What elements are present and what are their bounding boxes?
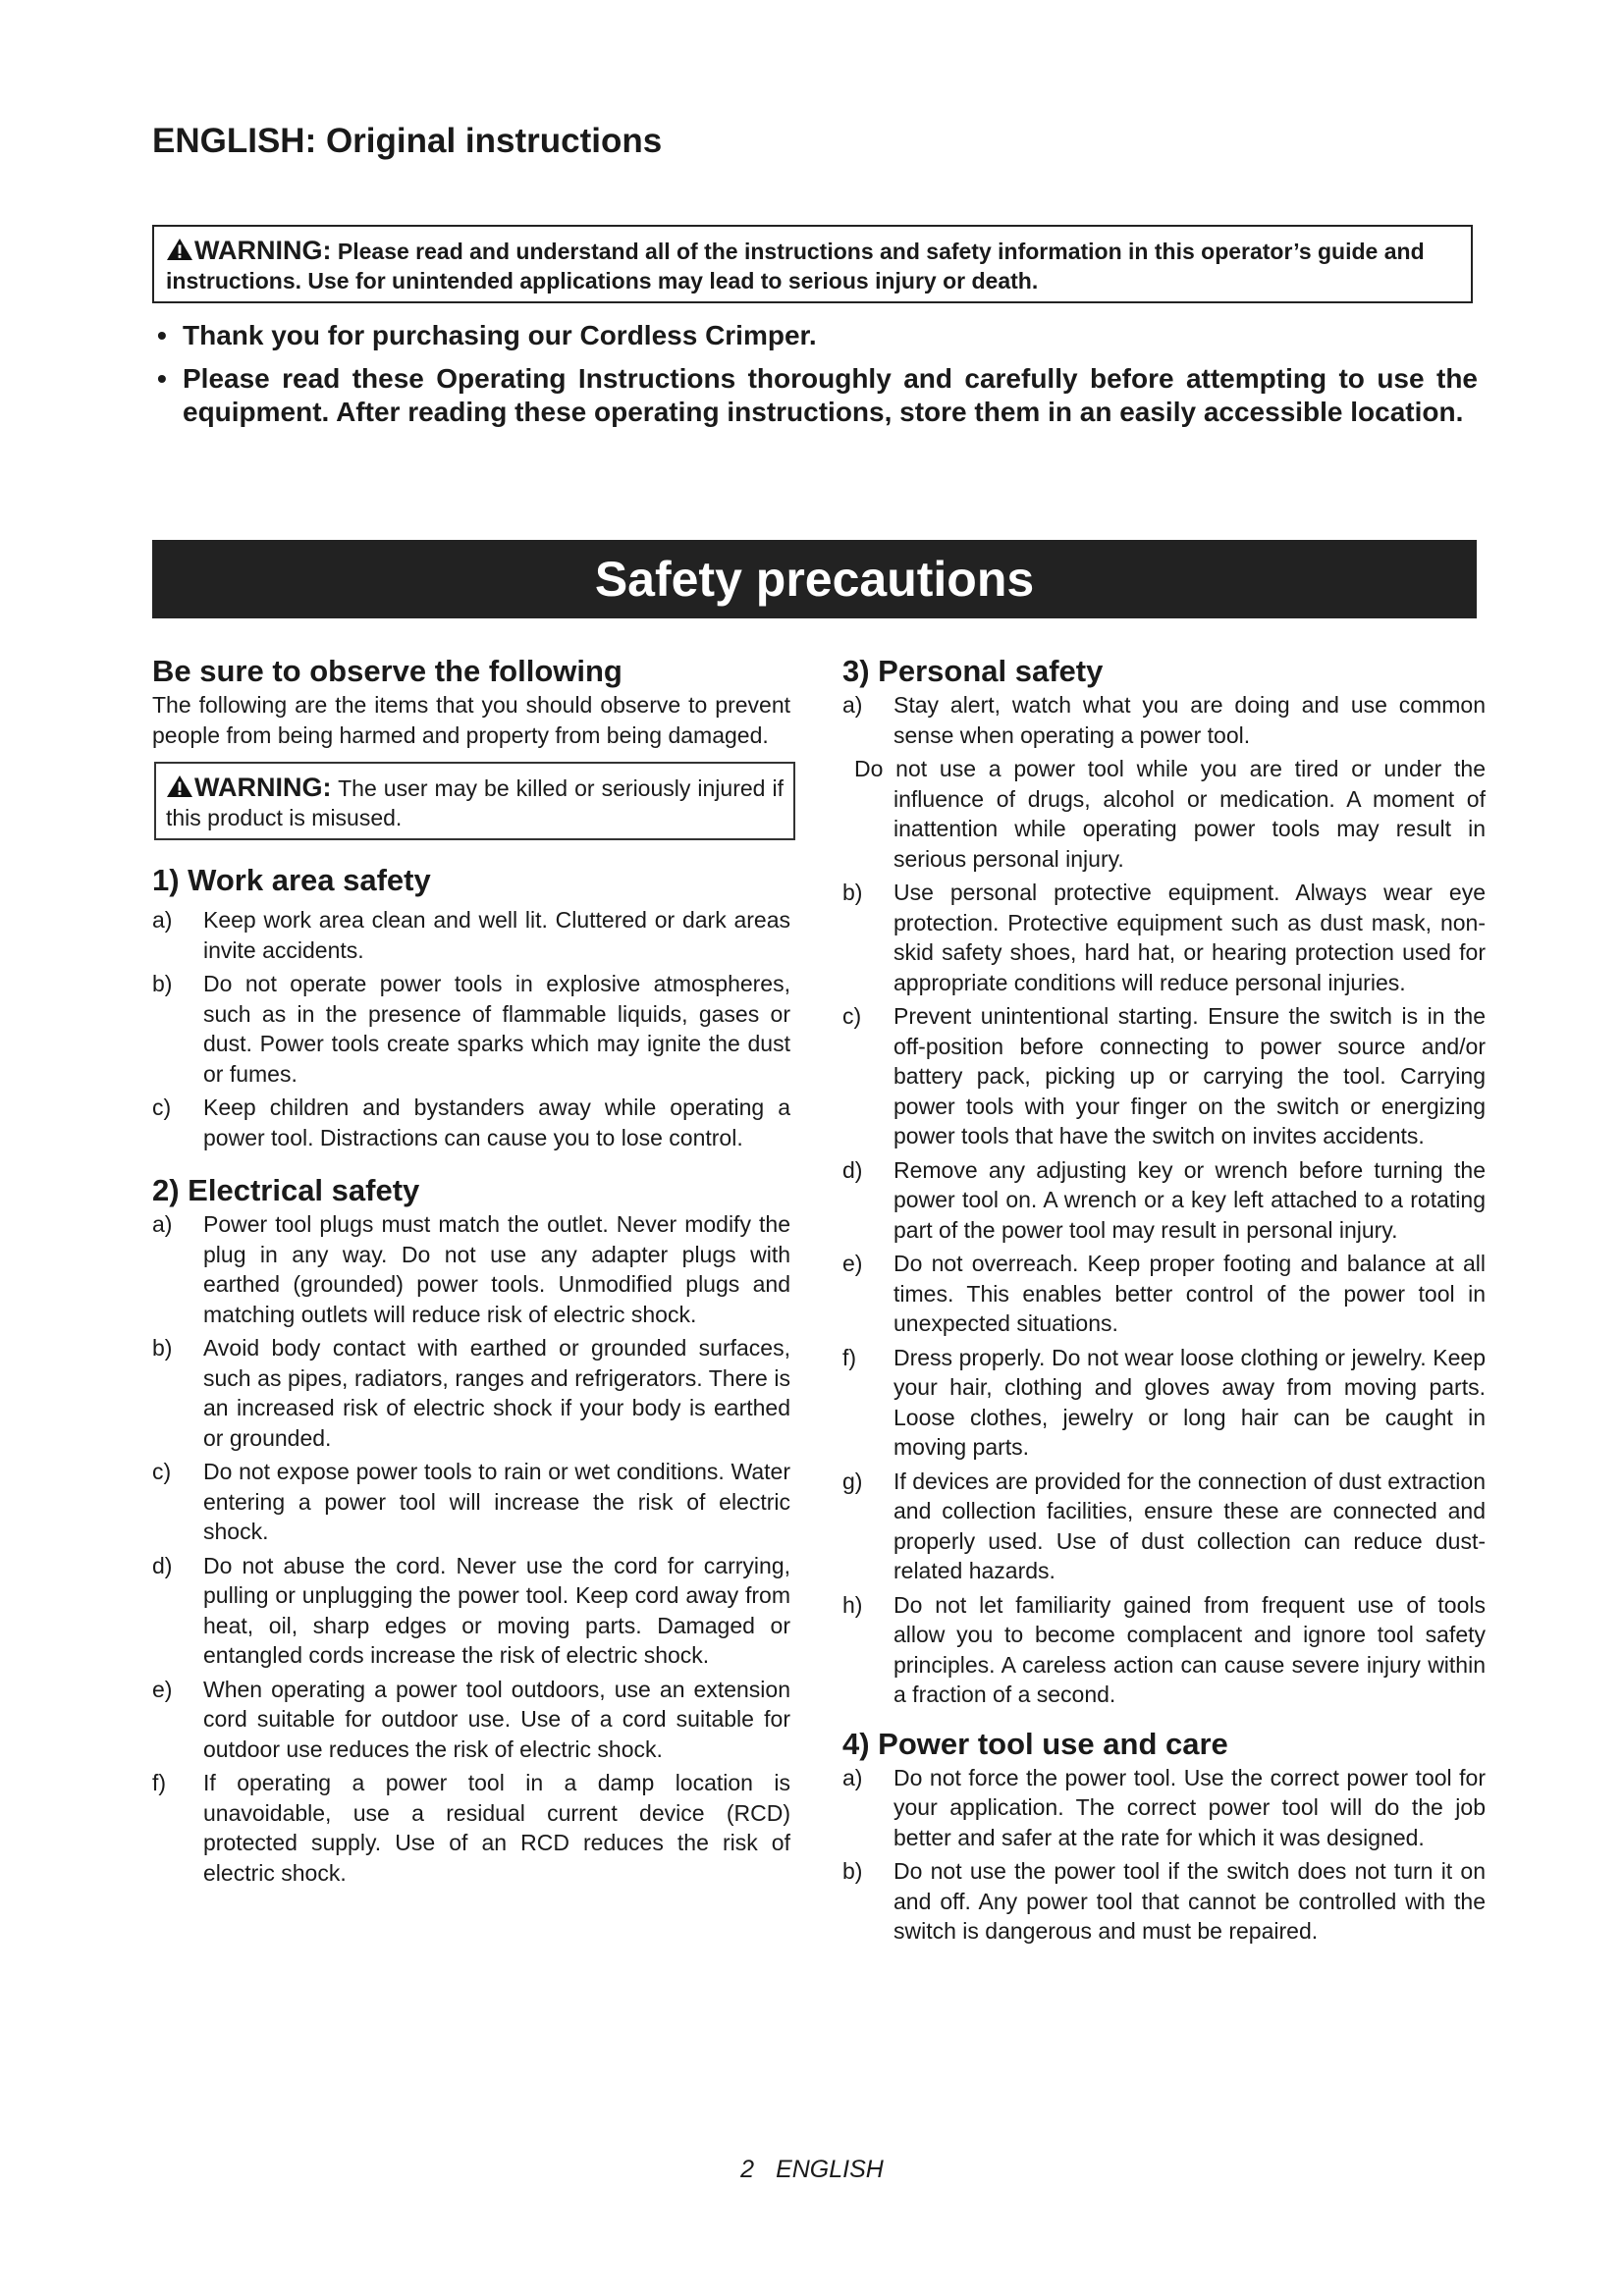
top-warning-text: Please read and understand all of the instructions and safety information in this operator’s guide and instructions. Use for unintended applications may lead to serious injury or death. [166,239,1425,294]
item-marker: a) [842,692,863,718]
warning-triangle-icon [166,238,193,261]
observe-intro: The following are the items that you should observe to prevent people from being harmed and property from being damaged. [152,692,790,748]
electrical-title: 2) Electrical safety [152,1173,420,1207]
item-marker: a) [152,1211,173,1237]
list-item [152,1457,790,1547]
item-marker: f) [842,1344,857,1370]
page-number: 2 [740,2156,755,2183]
item-marker: c) [842,1003,862,1029]
item-marker: e) [152,1676,173,1702]
item-marker: d) [842,1156,863,1183]
item-marker: a) [152,907,173,933]
item-text: Do not let familiarity gained from frequent use of tools allow you to become complacent and ignore tool safety principles. A careless action can cause severe injury within a fraction of a second. [893,1591,1486,1707]
list-item [842,878,1486,997]
misuse-warning-text: The user may be killed or seriously injured if this product is misused. [166,775,784,830]
item-text: Keep work area clean and well lit. Cluttered or dark areas invite accidents. [203,907,790,963]
item-text: Do not force the power tool. Use the correct power tool for your application. The correct power tool will do the job better and safer at the rate for which it was designed. [893,1764,1486,1850]
bullet-dot: • [157,320,167,350]
item-text: Do not abuse the cord. Never use the cord for carrying, pulling or unplugging the power tool. Keep cord away from heat, oil, sharp edges or moving parts. Damaged or entangled cords increase the risk of electric shock. [203,1552,790,1668]
list-item [842,690,1486,750]
item-marker: b) [152,1335,173,1361]
item-text: Use personal protective equipment. Always wear eye protection. Protective equipment such as dust mask, non-skid safety shoes, hard hat, or hearing protection used for appropriate conditions will reduce personal injuries. [893,880,1486,995]
page-footer [0,2156,1624,2184]
item-marker: c) [152,1459,172,1484]
list-item [152,1093,790,1152]
item-text: Remove any adjusting key or wrench before turning the power tool on. A wrench or a key left attached to a rotating part of the power tool may result in personal injury. [893,1156,1486,1243]
item-marker: b) [152,971,173,996]
list-item [152,1675,790,1765]
section-banner: Safety precautions [152,540,1477,618]
top-warning-label: WARNING: [194,236,332,265]
item-text: Do not operate power tools in explosive atmospheres, such as in the presence of flammable liquids, gases or dust. Power tools create sparks which may ignite the dust or fumes. [203,971,790,1087]
list-item [842,1856,1486,1947]
intro-bullets [157,319,1478,429]
footer-language: ENGLISH [776,2156,884,2183]
misuse-warning-box [154,762,795,840]
bullet-item [157,319,1478,352]
item-marker: e) [842,1251,863,1276]
item-marker: f) [152,1770,167,1795]
list-item [842,1343,1486,1463]
bullet-dot: • [157,363,167,394]
item-marker: d) [152,1552,173,1578]
list-item [152,905,790,965]
item-marker: b) [842,880,863,905]
list-item [152,1551,790,1671]
list-item [842,1001,1486,1151]
item-text: When operating a power tool outdoors, use an extension cord suitable for outdoor use. Use of a cord suitable for outdoor use reduces the risk of electric shock. [203,1676,790,1762]
item-text: Keep children and bystanders away while operating a power tool. Distractions can cause you to lose control. [203,1095,790,1150]
warning-triangle-icon [166,774,193,798]
tool-use-title: 4) Power tool use and care [842,1726,1228,1761]
left-column [152,653,790,1892]
page-title: ENGLISH: Original instructions [152,122,663,160]
list-item [152,1333,790,1453]
item-marker: g) [842,1468,863,1494]
personal-note [842,754,1486,874]
bullet-text: Thank you for purchasing our Cordless Crimper. [183,320,817,350]
list-item [842,1249,1486,1339]
list-item [842,1467,1486,1586]
list-item [842,1155,1486,1246]
item-marker: c) [152,1095,172,1120]
bullet-text: Please read these Operating Instructions thoroughly and carefully before attempting to use the equipment. After reading these operating instructions, store them in an easily accessible location. [183,363,1478,427]
item-marker: b) [842,1858,863,1884]
bullet-item [157,362,1478,429]
top-warning-box [152,225,1473,303]
item-marker: h) [842,1591,863,1618]
work-area-title: 1) Work area safety [152,863,431,897]
item-text: Dress properly. Do not wear loose clothing or jewelry. Keep your hair, clothing and gloves away from moving parts. Loose clothes, jewelry or long hair can be caught in moving parts. [893,1344,1486,1460]
item-marker: a) [842,1764,863,1790]
item-text: Power tool plugs must match the outlet. Never modify the plug in any way. Do not use any adapter plugs with earthed (grounded) power tools. Unmodified plugs and matching outlets will reduce risk of electric shock. [203,1211,790,1327]
observe-title: Be sure to observe the following [152,654,623,688]
note-text: Do not use a power tool while you are tired or under the influence of drugs, alcohol or medication. A moment of inattention while operating power tools may result in serious personal injury. [854,756,1486,872]
item-text: Do not use the power tool if the switch does not turn it on and off. Any power tool that cannot be controlled with the switch is dangerous and must be repaired. [893,1858,1486,1944]
list-item [152,1209,790,1329]
list-item [152,1768,790,1888]
list-item [842,1590,1486,1710]
item-text: Do not overreach. Keep proper footing and balance at all times. This enables better control of the power tool in unexpected situations. [893,1251,1486,1336]
personal-title: 3) Personal safety [842,654,1104,688]
list-item [842,1763,1486,1853]
list-item [152,969,790,1089]
item-text: If devices are provided for the connection of dust extraction and collection facilities, ensure these are connected and properly used. Use of dust collection can reduce dust-related hazards. [893,1468,1486,1583]
item-text: Avoid body contact with earthed or grounded surfaces, such as pipes, radiators, ranges and refrigerators. There is an increased risk of electric shock if your body is earthed or grounded. [203,1335,790,1451]
item-text: Stay alert, watch what you are doing and use common sense when operating a power tool. [893,692,1486,748]
misuse-warning-label: WARNING: [194,773,332,802]
right-column [842,653,1486,1950]
item-text: Do not expose power tools to rain or wet conditions. Water entering a power tool will increase the risk of electric shock. [203,1459,790,1544]
item-text: If operating a power tool in a damp location is unavoidable, use a residual current device (RCD) protected supply. Use of an RCD reduces the risk of electric shock. [203,1770,790,1886]
item-text: Prevent unintentional starting. Ensure the switch is in the off-position before connecting to power source and/or battery pack, picking up or carrying the tool. Carrying power tools with your finger on the switch or energizing power tools that have the switch on invites accidents. [893,1003,1486,1148]
